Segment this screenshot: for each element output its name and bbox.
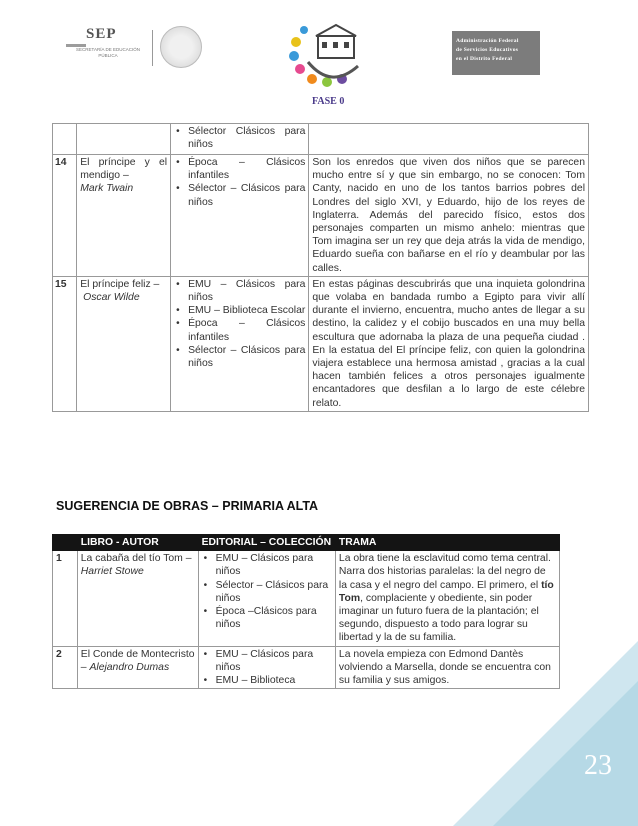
row-number: 1 bbox=[53, 551, 78, 646]
afsedf-logo bbox=[452, 31, 540, 75]
page-number: 23 bbox=[584, 750, 612, 781]
row-number: 15 bbox=[53, 276, 77, 411]
editorial-item: • EMU – Clásicos para niños bbox=[188, 278, 305, 304]
book-author-cell bbox=[77, 155, 171, 277]
editorial-item: • Sélector – Clásicos para niños bbox=[216, 579, 332, 605]
works-table-continued bbox=[52, 123, 589, 412]
table-row bbox=[53, 155, 589, 277]
editorial-cell bbox=[171, 276, 309, 411]
editorial-cell bbox=[198, 646, 335, 689]
book-title: El príncipe feliz – bbox=[80, 278, 160, 290]
editorial-item: • Época – Clásicos infantiles bbox=[188, 317, 305, 343]
editorial-item: • Época – Clásicos infantiles bbox=[188, 156, 305, 182]
editorial-item: • EMU – Biblioteca Escolar bbox=[188, 304, 305, 317]
editorial-cell bbox=[198, 551, 335, 646]
plot-text: La obra tiene la esclavitud como tema central. Narra dos historias paralelas: la del negro de la casa y el negro del campo. El primero, el bbox=[338, 553, 551, 591]
book-author-cell bbox=[77, 551, 198, 646]
book-author-cell bbox=[77, 124, 171, 155]
author-name: Alejandro Dumas bbox=[89, 661, 170, 673]
fase-label: FASE 0 bbox=[312, 96, 345, 107]
section-title: SUGERENCIA DE OBRAS – PRIMARIA ALTA bbox=[56, 499, 319, 513]
plot-cell: En estas páginas descubrirás que una inquieta golondrina que volaba en bandada rumbo a Egipto para vivir allí durante el invierno, encuentra, mucho antes de llegar a su destino, la calidez y el cobijo buscados en una muy bella escultura que adornaba la plaza de una pequeña ciudad . En la estatua del El príncipe feliz, con quien la golondrina viajera establece una hermosa amistad , gracias a la cual hacen también felices a otros personajes igualmente encantadores que desfilan a lo largo de este célebre relato. bbox=[309, 276, 589, 411]
header-cell-number bbox=[53, 535, 78, 551]
editorial-item: • EMU – Clásicos para niños bbox=[216, 552, 332, 578]
author-name: Oscar Wilde bbox=[83, 292, 140, 304]
plot-highlight: tío Tom bbox=[338, 579, 554, 604]
header-cell-editorial: EDITORIAL – COLECCIÓN bbox=[198, 535, 335, 551]
row-number bbox=[53, 124, 77, 155]
plot-cell: La novela empieza con Edmond Dantès volviendo a Marsella, donde se encuentra con su familia y sus amigos. bbox=[335, 646, 559, 689]
row-number: 14 bbox=[53, 155, 77, 277]
afsedf-line: de Servicios Educativos bbox=[456, 47, 519, 53]
row-number: 2 bbox=[53, 646, 78, 689]
sep-title: SEP bbox=[86, 26, 117, 42]
author-name: Harriet Stowe bbox=[80, 566, 144, 578]
editorial-item: • EMU – Biblioteca bbox=[216, 674, 332, 687]
table-row bbox=[53, 551, 560, 646]
national-seal-icon bbox=[160, 26, 202, 68]
book-title: El Conde de Montecristo – bbox=[80, 648, 195, 673]
table-header-row bbox=[53, 535, 560, 551]
book-author-cell bbox=[77, 276, 171, 411]
editorial-item: • Sélector – Clásicos para niños bbox=[188, 182, 305, 208]
book-title: El príncipe y el mendigo – bbox=[80, 157, 168, 182]
editorial-cell bbox=[171, 124, 309, 155]
plot-text: , complaciente y obediente, sin poder imaginar un futuro fuera de la plantación; el segundo, dispuesto a todo para lograr su libertad y la de su familia. bbox=[338, 592, 539, 644]
page-header bbox=[0, 0, 638, 110]
book-title: La cabaña del tío Tom – bbox=[80, 553, 192, 565]
header-cell-plot: TRAMA bbox=[335, 535, 559, 551]
plot-cell bbox=[309, 124, 589, 155]
table-row bbox=[53, 276, 589, 411]
editorial-item: • Sélector – Clásicos para niños bbox=[188, 344, 305, 370]
plot-cell bbox=[335, 551, 559, 646]
fase-logo-icon bbox=[286, 22, 376, 96]
editorial-cell bbox=[171, 155, 309, 277]
corner-decoration bbox=[453, 641, 638, 826]
afsedf-line: Administración Federal bbox=[456, 38, 519, 44]
plot-cell: Son los enredos que viven dos niños que se parecen mucho entre sí y que sin embargo, no se conocen: Tom Canty, nacido en uno de los tantos barrios pobres del Londres del siglo XVI, y Eduardo, hijo de los reyes de Inglaterra. Además del parecido físico, estos dos personajes comparten un mismo anhelo: mientras que Tom imagina ser un rey que deja atrás la vida de mendigo, Eduardo sueña con bañarse en el río y deambular por las calles. bbox=[309, 155, 589, 277]
editorial-item: • Sélector Clásicos para niños bbox=[188, 125, 305, 151]
table-row bbox=[53, 124, 589, 155]
afsedf-line: en el Distrito Federal bbox=[456, 56, 513, 62]
sep-subtitle: SECRETARÍA DE EDUCACIÓN PÚBLICA bbox=[76, 47, 140, 58]
editorial-item: • EMU – Clásicos para niños bbox=[216, 648, 332, 674]
header-divider bbox=[152, 30, 153, 66]
editorial-item: • Época –Clásicos para niños bbox=[216, 605, 332, 631]
header-cell-book: LIBRO - AUTOR bbox=[77, 535, 198, 551]
author-name: Mark Twain bbox=[80, 183, 134, 195]
book-author-cell bbox=[77, 646, 198, 689]
